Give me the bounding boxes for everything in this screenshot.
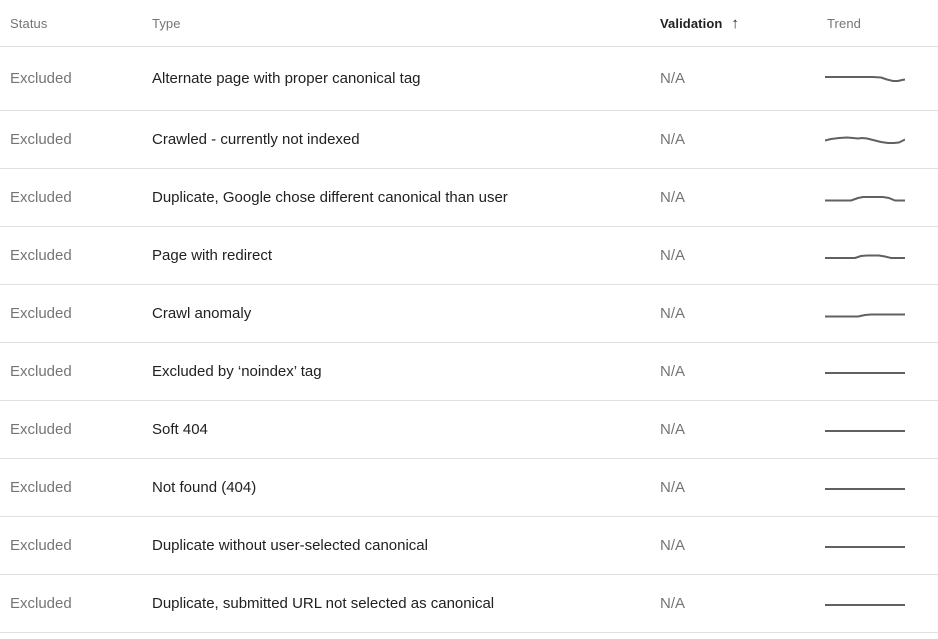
validation-cell: N/A bbox=[660, 421, 686, 438]
type-cell: Soft 404 bbox=[152, 421, 208, 438]
trend-sparkline bbox=[825, 364, 905, 380]
table-row[interactable] bbox=[0, 111, 938, 169]
table-row[interactable] bbox=[0, 517, 938, 575]
trend-sparkline bbox=[825, 306, 905, 322]
sort-ascending-icon: ↑ bbox=[731, 14, 740, 32]
status-cell: Excluded bbox=[10, 479, 72, 496]
trend-sparkline bbox=[825, 480, 905, 496]
status-cell: Excluded bbox=[10, 247, 72, 264]
trend-sparkline bbox=[825, 132, 905, 148]
type-cell: Alternate page with proper canonical tag bbox=[152, 70, 421, 87]
column-header-type[interactable] bbox=[152, 16, 660, 31]
status-header-label: Status bbox=[10, 15, 48, 31]
table-row[interactable] bbox=[0, 459, 938, 517]
column-header-validation[interactable] bbox=[660, 16, 827, 31]
type-cell: Excluded by ‘noindex’ tag bbox=[152, 363, 322, 380]
trend-sparkline bbox=[825, 190, 905, 206]
status-cell: Excluded bbox=[10, 421, 72, 438]
table-row[interactable] bbox=[0, 401, 938, 459]
type-header-label: Type bbox=[152, 15, 181, 31]
type-cell: Page with redirect bbox=[152, 247, 273, 264]
status-cell: Excluded bbox=[10, 363, 72, 380]
status-cell: Excluded bbox=[10, 537, 72, 554]
trend-sparkline bbox=[825, 248, 905, 264]
validation-cell: N/A bbox=[660, 595, 686, 612]
type-cell: Duplicate, Google chose different canonical than user bbox=[152, 189, 508, 206]
status-cell: Excluded bbox=[10, 595, 72, 612]
table-row[interactable] bbox=[0, 47, 938, 111]
validation-cell: N/A bbox=[660, 363, 686, 380]
validation-header-label: Validation bbox=[660, 15, 723, 31]
trend-sparkline bbox=[825, 422, 905, 438]
validation-cell: N/A bbox=[660, 131, 686, 148]
validation-cell: N/A bbox=[660, 247, 686, 264]
status-cell: Excluded bbox=[10, 305, 72, 322]
validation-cell: N/A bbox=[660, 479, 686, 496]
type-cell: Duplicate, submitted URL not selected as canonical bbox=[152, 595, 495, 612]
validation-cell: N/A bbox=[660, 537, 686, 554]
column-header-status[interactable] bbox=[10, 16, 152, 31]
validation-cell: N/A bbox=[660, 70, 686, 87]
table-header-row bbox=[0, 0, 938, 47]
table-row[interactable] bbox=[0, 169, 938, 227]
type-cell: Duplicate without user-selected canonical bbox=[152, 537, 428, 554]
table-row[interactable] bbox=[0, 575, 938, 633]
validation-cell: N/A bbox=[660, 305, 686, 322]
validation-cell: N/A bbox=[660, 189, 686, 206]
table-row[interactable] bbox=[0, 227, 938, 285]
column-header-trend[interactable] bbox=[827, 16, 938, 31]
type-cell: Not found (404) bbox=[152, 479, 257, 496]
status-cell: Excluded bbox=[10, 131, 72, 148]
status-cell: Excluded bbox=[10, 70, 72, 87]
table-row[interactable] bbox=[0, 285, 938, 343]
trend-header-label: Trend bbox=[827, 15, 861, 31]
type-cell: Crawled - currently not indexed bbox=[152, 131, 360, 148]
type-cell: Crawl anomaly bbox=[152, 305, 252, 322]
status-cell: Excluded bbox=[10, 189, 72, 206]
table-row[interactable] bbox=[0, 343, 938, 401]
trend-sparkline bbox=[825, 71, 905, 87]
trend-sparkline bbox=[825, 596, 905, 612]
trend-sparkline bbox=[825, 538, 905, 554]
